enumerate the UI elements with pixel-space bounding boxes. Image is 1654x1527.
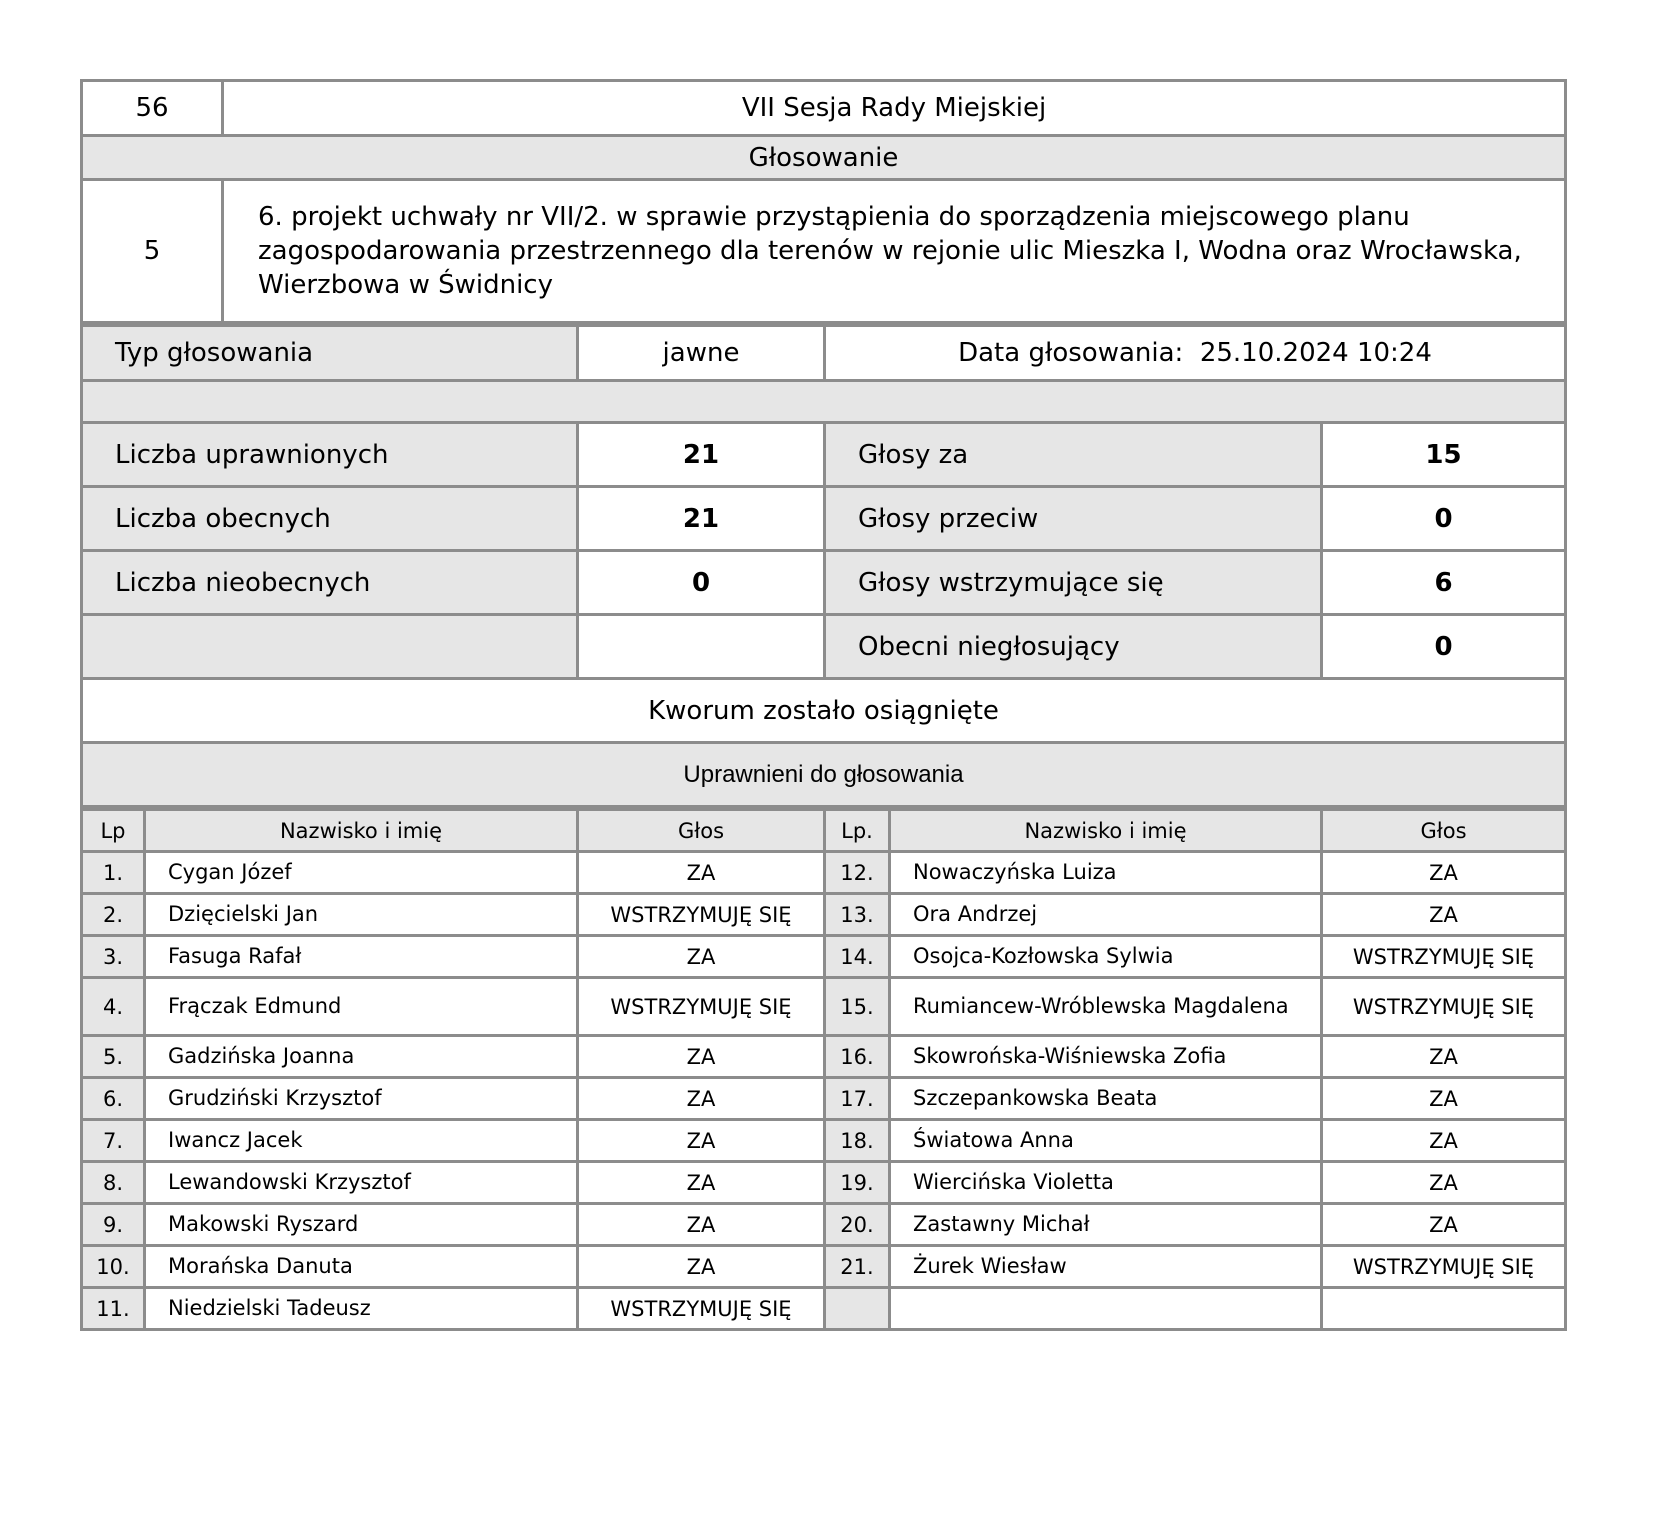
- voter-vote: WSTRZYMUJĘ SIĘ: [578, 978, 825, 1036]
- votes-against-label: Głosy przeciw: [825, 487, 1322, 551]
- empty-label-cell: [82, 615, 578, 679]
- col-name-right: Nazwisko i imię: [890, 810, 1322, 852]
- row-number: 20.: [825, 1204, 890, 1246]
- voter-vote: ZA: [1322, 1078, 1566, 1120]
- session-number: 56: [82, 81, 223, 136]
- voter-name: Rumiancew-Wróblewska Magdalena: [890, 978, 1322, 1036]
- row-number: 7.: [82, 1120, 145, 1162]
- vote-type-value: jawne: [578, 326, 825, 381]
- table-row: [82, 1036, 1566, 1078]
- eligible-list-title: Uprawnieni do głosowania: [82, 743, 1566, 807]
- voter-name: Cygan Józef: [145, 852, 578, 894]
- voter-name: Gadzińska Joanna: [145, 1036, 578, 1078]
- votes-abstain-label: Głosy wstrzymujące się: [825, 551, 1322, 615]
- voter-vote: ZA: [1322, 894, 1566, 936]
- row-number: 15.: [825, 978, 890, 1036]
- voting-report: [80, 79, 1567, 1331]
- table-row: [82, 894, 1566, 936]
- votes-for-label: Głosy za: [825, 423, 1322, 487]
- nonvoting-value: 0: [1322, 615, 1566, 679]
- voter-vote: WSTRZYMUJĘ SIĘ: [1322, 978, 1566, 1036]
- voter-name: Morańska Danuta: [145, 1246, 578, 1288]
- col-lp-right: Lp.: [825, 810, 890, 852]
- row-number: 4.: [82, 978, 145, 1036]
- absent-label: Liczba nieobecnych: [82, 551, 578, 615]
- voter-name: Osojca-Kozłowska Sylwia: [890, 936, 1322, 978]
- row-number: 12.: [825, 852, 890, 894]
- voter-vote: ZA: [1322, 1204, 1566, 1246]
- votes-abstain-value: 6: [1322, 551, 1566, 615]
- col-vote-left: Głos: [578, 810, 825, 852]
- absent-value: 0: [578, 551, 825, 615]
- voter-vote: ZA: [578, 1036, 825, 1078]
- section-title: Głosowanie: [82, 136, 1566, 180]
- voter-table: [80, 808, 1567, 1331]
- voter-name: Frączak Edmund: [145, 978, 578, 1036]
- votes-for-value: 15: [1322, 423, 1566, 487]
- voter-vote: ZA: [578, 1162, 825, 1204]
- col-name-left: Nazwisko i imię: [145, 810, 578, 852]
- voter-name: Żurek Wiesław: [890, 1246, 1322, 1288]
- voter-name: Grudziński Krzysztof: [145, 1078, 578, 1120]
- row-number: 13.: [825, 894, 890, 936]
- row-number: 1.: [82, 852, 145, 894]
- stats-table: [80, 324, 1567, 808]
- row-number: 8.: [82, 1162, 145, 1204]
- voter-rows: [82, 852, 1566, 1330]
- row-number: 10.: [82, 1246, 145, 1288]
- row-number: 11.: [82, 1288, 145, 1330]
- nonvoting-label: Obecni niegłosujący: [825, 615, 1322, 679]
- voter-name: Dzięcielski Jan: [145, 894, 578, 936]
- row-number: 3.: [82, 936, 145, 978]
- voter-vote: WSTRZYMUJĘ SIĘ: [1322, 1246, 1566, 1288]
- voter-name: Makowski Ryszard: [145, 1204, 578, 1246]
- table-row: [82, 978, 1566, 1036]
- row-number: 16.: [825, 1036, 890, 1078]
- row-number: 14.: [825, 936, 890, 978]
- vote-date-value: 25.10.2024 10:24: [1199, 338, 1432, 368]
- voter-name: Ora Andrzej: [890, 894, 1322, 936]
- row-number: 9.: [82, 1204, 145, 1246]
- voter-name: Szczepankowska Beata: [890, 1078, 1322, 1120]
- voter-name: Nowaczyńska Luiza: [890, 852, 1322, 894]
- row-number: 19.: [825, 1162, 890, 1204]
- session-title: VII Sesja Rady Miejskiej: [223, 81, 1566, 136]
- header-table: [80, 79, 1567, 324]
- table-row: [82, 1162, 1566, 1204]
- row-number: 2.: [82, 894, 145, 936]
- voter-vote: WSTRZYMUJĘ SIĘ: [578, 894, 825, 936]
- table-row: [82, 1120, 1566, 1162]
- row-number: 18.: [825, 1120, 890, 1162]
- item-number: 5: [82, 180, 223, 323]
- row-number: 21.: [825, 1246, 890, 1288]
- spacer-row: [82, 381, 1566, 423]
- voter-vote: ZA: [1322, 1036, 1566, 1078]
- row-number: 6.: [82, 1078, 145, 1120]
- voter-name: Wiercińska Violetta: [890, 1162, 1322, 1204]
- quorum-status: Kworum zostało osiągnięte: [82, 679, 1566, 743]
- voter-vote: [1322, 1288, 1566, 1330]
- row-number: [825, 1288, 890, 1330]
- voter-vote: WSTRZYMUJĘ SIĘ: [1322, 936, 1566, 978]
- voter-name: Niedzielski Tadeusz: [145, 1288, 578, 1330]
- col-lp-left: Lp: [82, 810, 145, 852]
- voter-name: Iwancz Jacek: [145, 1120, 578, 1162]
- col-vote-right: Głos: [1322, 810, 1566, 852]
- table-row: [82, 1288, 1566, 1330]
- votes-against-value: 0: [1322, 487, 1566, 551]
- empty-value-cell: [578, 615, 825, 679]
- voter-vote: ZA: [1322, 1120, 1566, 1162]
- voter-name: [890, 1288, 1322, 1330]
- vote-date: [825, 326, 1566, 381]
- table-row: [82, 852, 1566, 894]
- table-row: [82, 1078, 1566, 1120]
- vote-type-label: Typ głosowania: [82, 326, 578, 381]
- voter-name: Światowa Anna: [890, 1120, 1322, 1162]
- voter-vote: WSTRZYMUJĘ SIĘ: [578, 1288, 825, 1330]
- table-row: [82, 1204, 1566, 1246]
- voter-vote: ZA: [578, 1078, 825, 1120]
- voter-vote: ZA: [1322, 1162, 1566, 1204]
- voter-vote: ZA: [578, 1120, 825, 1162]
- row-number: 5.: [82, 1036, 145, 1078]
- voter-name: Fasuga Rafał: [145, 936, 578, 978]
- voter-vote: ZA: [578, 936, 825, 978]
- vote-subject: 6. projekt uchwały nr VII/2. w sprawie przystąpienia do sporządzenia miejscowego planu zagospodarowania przestrzennego dla terenów w rejonie ulic Mieszka I, Wodna oraz Wrocławska, Wierzbowa w Świdnicy: [223, 180, 1566, 323]
- voter-vote: ZA: [578, 852, 825, 894]
- voter-vote: ZA: [578, 1246, 825, 1288]
- eligible-value: 21: [578, 423, 825, 487]
- table-row: [82, 936, 1566, 978]
- voter-name: Zastawny Michał: [890, 1204, 1322, 1246]
- voter-name: Lewandowski Krzysztof: [145, 1162, 578, 1204]
- row-number: 17.: [825, 1078, 890, 1120]
- present-label: Liczba obecnych: [82, 487, 578, 551]
- vote-date-label: Data głosowania:: [958, 338, 1184, 368]
- voter-vote: ZA: [1322, 852, 1566, 894]
- voter-name: Skowrońska-Wiśniewska Zofia: [890, 1036, 1322, 1078]
- voter-vote: ZA: [578, 1204, 825, 1246]
- eligible-label: Liczba uprawnionych: [82, 423, 578, 487]
- table-row: [82, 1246, 1566, 1288]
- present-value: 21: [578, 487, 825, 551]
